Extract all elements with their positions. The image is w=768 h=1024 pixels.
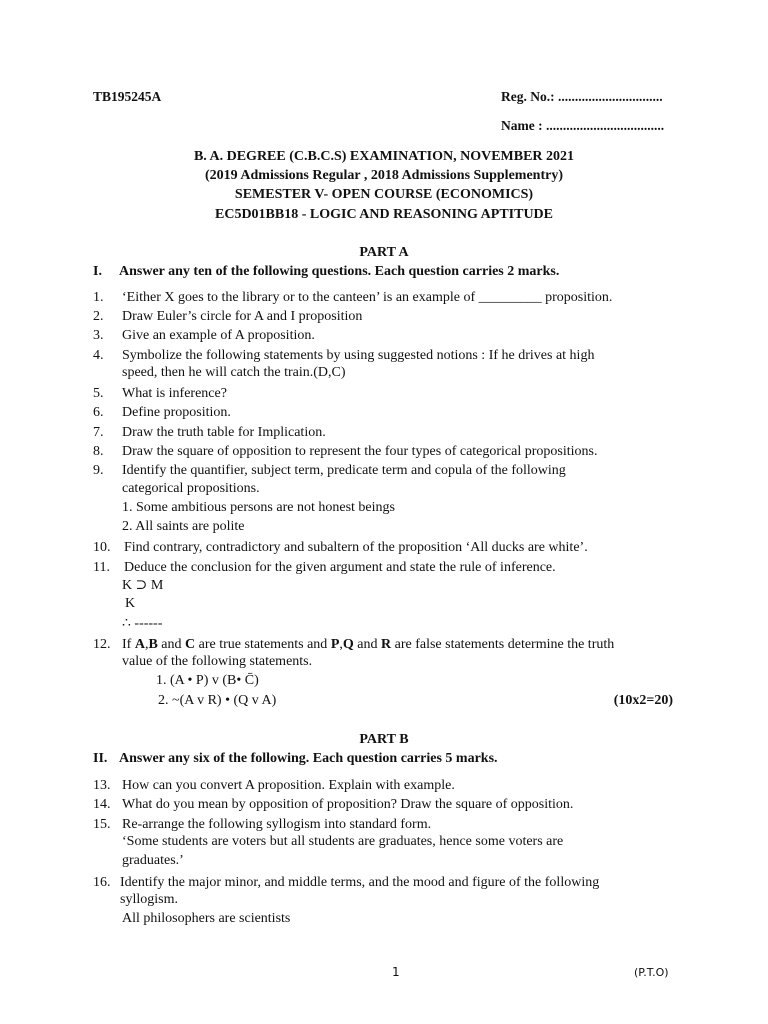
question-12-cont: value of the following statements. xyxy=(122,654,313,669)
question-11-premise-2: K xyxy=(125,596,136,611)
question-6-text: Define proposition. xyxy=(122,405,231,420)
question-3-text: Give an example of A proposition. xyxy=(122,328,315,343)
question-15-quote-cont: graduates.’ xyxy=(122,853,184,868)
part-b-heading: PART B xyxy=(359,732,409,747)
question-12-item-2: 2. ~(A v R) • (Q v A) xyxy=(158,693,277,708)
part-a-instruction-text: Answer any ten of the following questions. Each question carries 2 marks. xyxy=(119,264,560,279)
question-15-text: Re-arrange the following syllogism into standard form. xyxy=(122,817,432,832)
part-b-instruction-text: Answer any six of the following. Each question carries 5 marks. xyxy=(119,751,498,766)
paper-code: TB195245A xyxy=(93,89,162,104)
reg-no-field: Reg. No.: ............................... xyxy=(501,89,663,104)
part-b-roman: II. xyxy=(93,751,108,766)
question-14-text: What do you mean by opposition of proposition? Draw the square of opposition. xyxy=(122,797,574,812)
part-a-instruction xyxy=(93,264,559,280)
exam-page: TB195245A Reg. No.: ............................... Name : ................................... B. A. DEGREE (C.B.C.S) EXAMINATION, NOVEMBER 2021 (2019 Admissions Regular , 2018 Admissions Supplementry) SEMESTER V- OPEN COURSE (ECONOMICS) EC5D01BB18 - LOGIC AND REASONING APTITUDE PART A I. Answer any ten of the following questions. Each question carries 2 marks. 1. ‘Either X goes to the library or to the canteen’ is an example of _________ proposition. 2. Draw Euler’s circle for A and I proposition 3. Give an example of A proposition. 4. Symbolize the following statements by using suggested notions : If he drives at high speed, then he will catch the train.(D,C) 5. What is inference? 6. Define proposition. 7. Draw the truth table for Implication. 8. Draw the square of opposition to represent the four types of categorical propositions. 9. Identify the quantifier, subject term, predicate term and copula of the following categorical propositions. 1. Some ambitious persons are not honest beings 2. All saints are polite 10. Find contrary, contradictory and subaltern of the proposition ‘All ducks are white’. 11. Deduce the conclusion for the given argument and state the rule of inference. K ⊃ M K ∴ ------ 12. If A,B and C are true statements and P,Q and R are false statements determine the truth value of the following statements. 1. (A • P) v (B• C̄) 2. ~(A v R) • (Q v A) (10x2=20) PART B II. Answer any six of the following. Each question carries 5 marks. 13. How can you convert A proposition. Explain with example. 14. What do you mean by opposition of proposition? Draw the square of opposition. 15. Re-arrange the following syllogism into standard form. ‘Some students are voters but all students are graduates, hence some voters are graduates.’ 16. Identify the major minor, and middle terms, and the mood and figure of the following syllogism. All philosophers are scientists 1 (P.T.O) xyxy=(0,0,768,1024)
part-a-heading: PART A xyxy=(359,245,409,260)
question-15-quote: ‘Some students are voters but all students are graduates, hence some voters are xyxy=(122,834,564,849)
question-9-cont: categorical propositions. xyxy=(122,481,260,496)
name-field: Name : ................................... xyxy=(501,118,665,133)
admissions-line: (2019 Admissions Regular , 2018 Admissions Supplementry) xyxy=(205,168,563,183)
part-b-instruction xyxy=(93,751,498,767)
exam-title: B. A. DEGREE (C.B.C.S) EXAMINATION, NOVEMBER 2021 xyxy=(193,149,575,164)
question-16-text: Identify the major minor, and middle terms, and the mood and figure of the following xyxy=(120,875,600,890)
page-number: 1 xyxy=(392,965,400,979)
question-12-text: If A,B and C are true statements and P,Q and R are false statements determine the truth xyxy=(122,637,615,652)
question-4-text: Symbolize the following statements by using suggested notions : If he drives at high xyxy=(122,348,595,363)
part-a-roman: I. xyxy=(93,264,102,279)
part-a-marks: (10x2=20) xyxy=(613,693,673,708)
question-1-text: ‘Either X goes to the library or to the canteen’ is an example of _________ proposition. xyxy=(122,290,613,305)
question-11-conclusion: ∴ ------ xyxy=(122,616,163,631)
question-9-text: Identify the quantifier, subject term, predicate term and copula of the following xyxy=(122,463,566,478)
course-line: EC5D01BB18 - LOGIC AND REASONING APTITUDE xyxy=(215,207,553,222)
question-10-text: Find contrary, contradictory and subaltern of the proposition ‘All ducks are white’. xyxy=(124,540,588,555)
question-11-text: Deduce the conclusion for the given argument and state the rule of inference. xyxy=(124,560,556,575)
question-12-item-1: 1. (A • P) v (B• C̄) xyxy=(156,673,259,688)
question-16-premise: All philosophers are scientists xyxy=(122,911,291,926)
question-7-text: Draw the truth table for Implication. xyxy=(122,425,326,440)
pto-note: (P.T.O) xyxy=(634,966,669,979)
question-9-item-2: 2. All saints are polite xyxy=(122,519,245,534)
question-13-text: How can you convert A proposition. Explain with example. xyxy=(122,778,455,793)
question-11-premise-1: K ⊃ M xyxy=(122,578,164,593)
question-2-text: Draw Euler’s circle for A and I proposition xyxy=(122,309,363,324)
question-8-text: Draw the square of opposition to represent the four types of categorical propositions. xyxy=(122,444,598,459)
semester-line: SEMESTER V- OPEN COURSE (ECONOMICS) xyxy=(234,187,534,202)
question-4-cont: speed, then he will catch the train.(D,C) xyxy=(122,365,346,380)
question-9-item-1: 1. Some ambitious persons are not honest beings xyxy=(122,500,395,515)
question-16-cont: syllogism. xyxy=(120,892,178,907)
question-5-text: What is inference? xyxy=(122,386,227,401)
